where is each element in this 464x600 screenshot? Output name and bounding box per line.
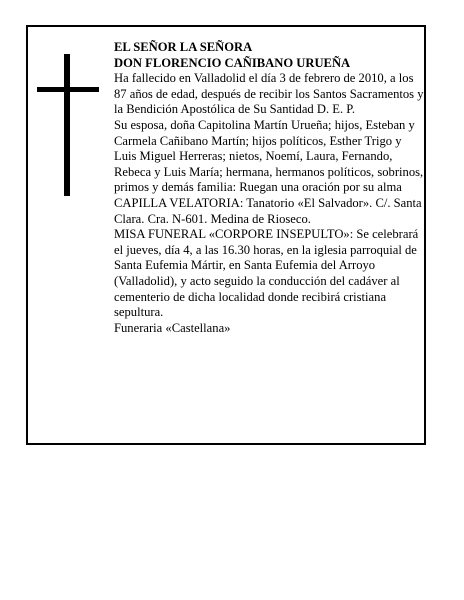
heading-titles: EL SEÑOR LA SEÑORA xyxy=(114,40,253,54)
funeral-mass-paragraph: MISA FUNERAL «CORPORE INSEPULTO»: Se celebrará el jueves, día 4, a las 16.30 horas, en la iglesia parroquial de Santa Eufemia Mártir, en Santa Eufemia del Arroyo (Valladolid), y acto seguido la conducción del cadáver al cementerio de dicha localidad donde recibirá cristiana sepultura. xyxy=(114,227,419,320)
chapel-paragraph: CAPILLA VELATORIA: Tanatorio «El Salvador». C/. Santa Clara. Cra. N-601. Medina de Rioseco. xyxy=(114,195,422,226)
cross-horizontal-bar xyxy=(37,87,99,92)
family-paragraph: Su esposa, doña Capitolina Martín Urueña; hijos, Esteban y Carmela Cañibano Martín; hijos políticos, Esther Trigo y Luis Miguel Herreras; nietos, Noemí, Laura, Fernando, Rebeca y Luis María; hermana, hermanos políticos, sobrinos, primos y demás familia: Ruegan una oración por su alma xyxy=(114,117,424,195)
cross-vertical-bar xyxy=(64,54,70,196)
deceased-name: DON FLORENCIO CAÑIBANO URUEÑA xyxy=(114,55,351,70)
funeral-home: Funeraria «Castellana» xyxy=(114,320,231,335)
cross-icon xyxy=(37,54,99,196)
death-announcement: Ha fallecido en Valladolid el día 3 de febrero de 2010, a los 87 años de edad, después de recibir los Santos Sacramentos y la Bendición Apostólica de Su Santidad D. E. P. xyxy=(114,71,424,117)
obituary-text xyxy=(114,40,424,336)
